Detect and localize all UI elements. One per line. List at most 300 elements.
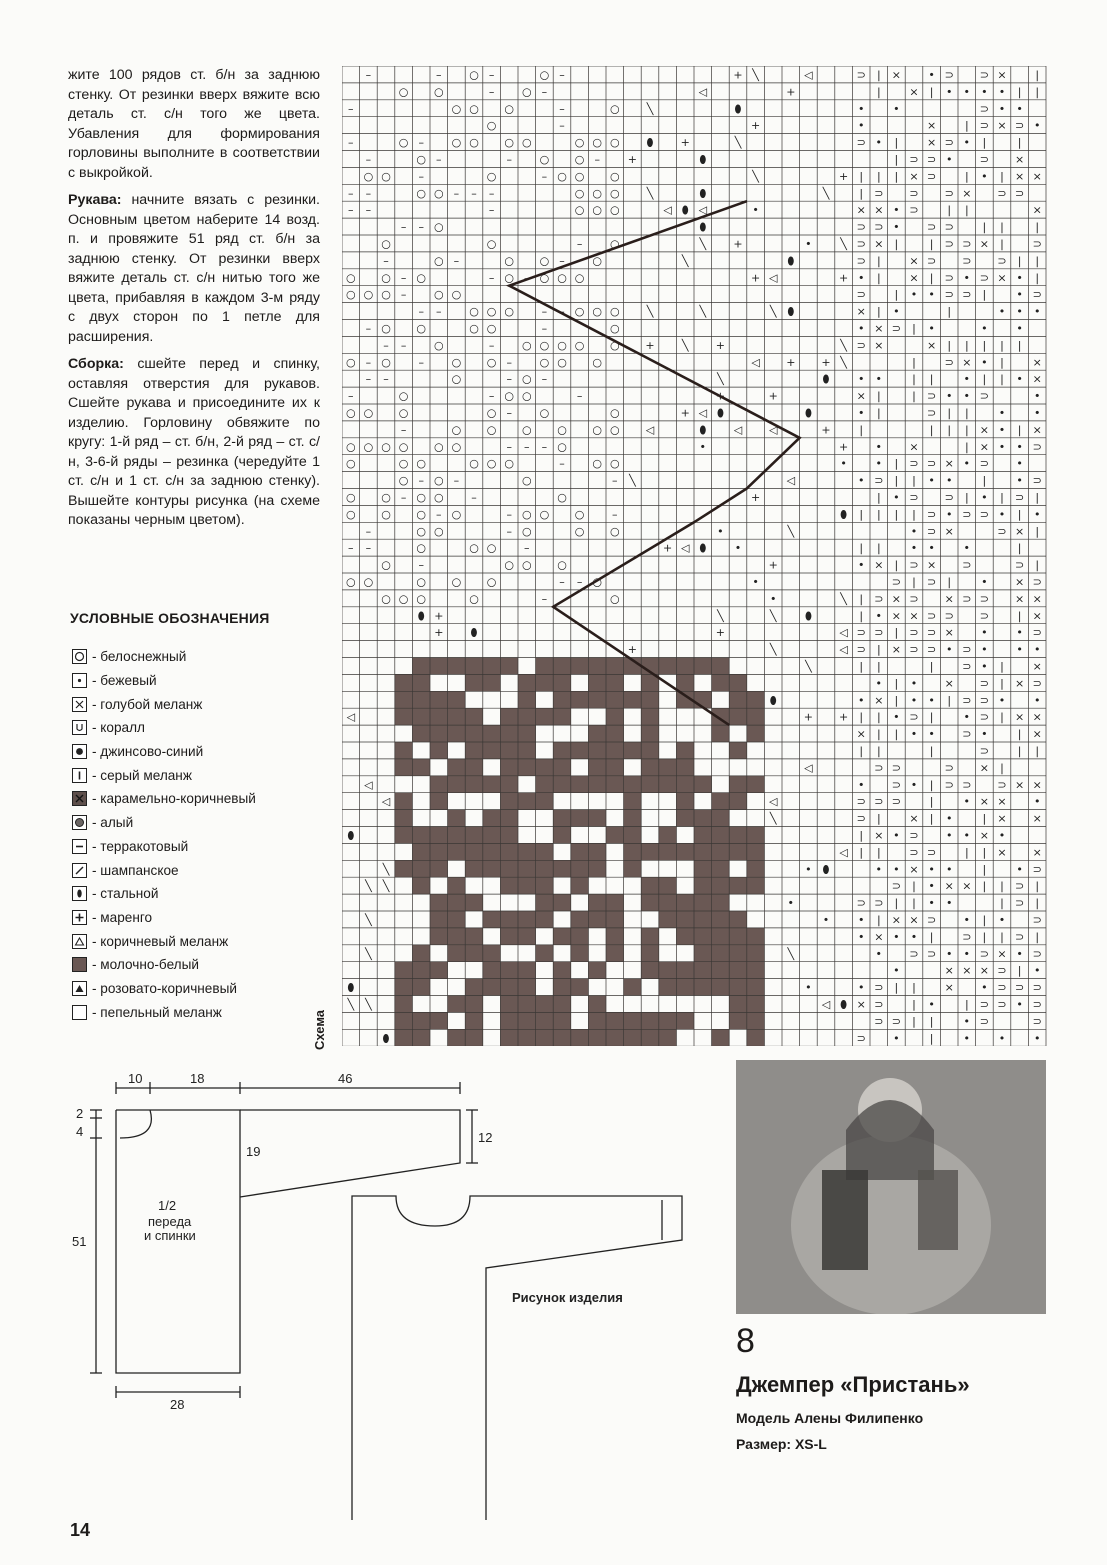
svg-text:○: ○	[574, 524, 585, 538]
svg-text:○: ○	[433, 524, 444, 538]
svg-text:○: ○	[557, 271, 567, 285]
svg-text:•: •	[945, 862, 953, 876]
svg-text:+: +	[645, 338, 655, 352]
svg-text:–: –	[383, 338, 389, 352]
svg-text:|: |	[1000, 220, 1004, 234]
sleeves-label: Рукава:	[68, 192, 122, 208]
svg-text:–: –	[365, 186, 372, 200]
svg-text:–: –	[418, 169, 424, 183]
svg-text:•: •	[893, 930, 900, 944]
svg-text:○: ○	[609, 592, 620, 606]
svg-text:○: ○	[486, 355, 497, 369]
svg-text:|: |	[982, 474, 987, 488]
svg-text:◁: ◁	[821, 997, 831, 1011]
svg-text:○: ○	[451, 372, 462, 386]
svg-text:○: ○	[416, 490, 427, 504]
svg-text:|: |	[876, 85, 881, 99]
svg-text:○: ○	[574, 152, 585, 166]
svg-text:•: •	[893, 862, 900, 876]
svg-text:–: –	[471, 490, 477, 504]
svg-text:⊃: ⊃	[926, 575, 937, 589]
svg-text:×: ×	[997, 947, 1007, 961]
svg-text:○: ○	[345, 575, 356, 589]
svg-text:×: ×	[1014, 575, 1025, 589]
svg-text:○: ○	[433, 186, 444, 200]
svg-text:•: •	[857, 119, 865, 133]
svg-text:+: +	[627, 643, 638, 657]
svg-text:•: •	[1016, 997, 1023, 1011]
svg-text:◁: ◁	[786, 474, 796, 488]
svg-text:×: ×	[997, 68, 1007, 82]
dim-51: 51	[72, 1234, 87, 1249]
svg-text:⊃: ⊃	[962, 288, 972, 302]
svg-text:•: •	[875, 136, 883, 150]
svg-text:×: ×	[909, 440, 919, 454]
svg-text:+: +	[821, 423, 831, 437]
svg-text:○: ○	[381, 169, 391, 183]
svg-text:⊃: ⊃	[926, 609, 937, 623]
svg-text:|: |	[876, 727, 881, 741]
svg-text:×: ×	[962, 964, 972, 978]
svg-text:|: |	[1000, 355, 1004, 369]
svg-text:|: |	[929, 659, 934, 673]
svg-text:⊃: ⊃	[891, 778, 902, 792]
svg-text:○: ○	[609, 102, 620, 116]
svg-text:–: –	[488, 203, 495, 217]
svg-text:•: •	[893, 710, 900, 724]
svg-text:○: ○	[609, 524, 620, 538]
legend	[72, 645, 332, 1024]
svg-text:–: –	[453, 254, 460, 268]
svg-text:•: •	[717, 524, 724, 538]
svg-text:|: |	[859, 744, 864, 758]
svg-text:×: ×	[944, 964, 954, 978]
svg-text:–: –	[400, 423, 407, 437]
svg-text:×: ×	[926, 338, 937, 352]
svg-text:⊃: ⊃	[997, 778, 1007, 792]
svg-text:○: ○	[557, 440, 567, 454]
svg-text:|: |	[859, 659, 864, 673]
svg-text:○: ○	[539, 355, 550, 369]
svg-text:○: ○	[592, 254, 603, 268]
svg-text:○: ○	[469, 592, 479, 606]
scheme-label: Схема	[312, 1009, 327, 1050]
svg-text:○: ○	[574, 186, 585, 200]
svg-text:•: •	[998, 693, 1006, 707]
svg-text:⊃: ⊃	[962, 727, 972, 741]
svg-text:+: +	[434, 626, 444, 640]
svg-text:•: •	[928, 879, 935, 893]
svg-text:○: ○	[345, 507, 356, 521]
svg-text:•: •	[1016, 102, 1023, 116]
svg-text:○: ○	[539, 406, 550, 420]
svg-text:×: ×	[944, 981, 954, 995]
svg-text:○: ○	[398, 440, 409, 454]
svg-text:×: ×	[856, 203, 866, 217]
svg-text:|: |	[876, 389, 881, 403]
svg-text:–: –	[365, 524, 372, 538]
svg-text:○: ○	[521, 372, 532, 386]
svg-text:○: ○	[539, 68, 550, 82]
svg-text:×: ×	[979, 964, 990, 978]
svg-text:○: ○	[592, 186, 603, 200]
svg-text:•: •	[893, 220, 900, 234]
svg-text:–: –	[436, 68, 442, 82]
filltri-icon	[72, 981, 87, 996]
svg-text:|: |	[929, 1014, 934, 1028]
svg-text:•: •	[963, 389, 971, 403]
svg-text:•: •	[769, 592, 777, 606]
dim-10: 10	[128, 1071, 143, 1086]
svg-text:|: |	[859, 710, 864, 724]
svg-text:|: |	[929, 812, 934, 826]
svg-text:○: ○	[398, 457, 409, 471]
assembly-label: Сборка:	[68, 356, 124, 372]
svg-text:○: ○	[433, 220, 444, 234]
svg-text:|: |	[876, 659, 881, 673]
svg-text:○: ○	[504, 389, 515, 403]
svg-text:|: |	[1035, 490, 1040, 504]
svg-text:○: ○	[469, 305, 479, 319]
svg-text:•: •	[1016, 288, 1023, 302]
svg-text:–: –	[383, 254, 389, 268]
svg-text:○: ○	[469, 136, 479, 150]
svg-text:○: ○	[486, 237, 497, 251]
svg-text:|: |	[982, 288, 987, 302]
svg-text:×: ×	[1032, 423, 1042, 437]
cross-icon	[72, 697, 87, 712]
svg-text:⊃: ⊃	[979, 676, 990, 690]
svg-text:|: |	[947, 423, 952, 437]
svg-text:|: |	[1017, 423, 1022, 437]
legend-item-label: - алый	[92, 815, 134, 831]
legend-item	[72, 953, 332, 977]
legend-item-label: - маренго	[92, 909, 153, 925]
svg-text:|: |	[912, 474, 916, 488]
graydot-icon	[72, 815, 87, 830]
svg-text:•: •	[857, 102, 865, 116]
svg-text:◁: ◁	[804, 68, 813, 82]
svg-text:|: |	[1017, 541, 1022, 555]
svg-text:╲: ╲	[840, 592, 847, 606]
svg-text:+: +	[838, 710, 849, 724]
svg-text:⊃: ⊃	[997, 254, 1007, 268]
svg-text:⊃: ⊃	[1032, 981, 1042, 995]
svg-text:|: |	[1000, 710, 1004, 724]
svg-text:○: ○	[345, 406, 356, 420]
svg-text:•: •	[1016, 271, 1023, 285]
svg-text:╲: ╲	[840, 338, 847, 352]
svg-text:◁: ◁	[768, 271, 778, 285]
svg-text:•: •	[963, 710, 971, 724]
svg-text:○: ○	[433, 490, 444, 504]
svg-text:⊃: ⊃	[874, 997, 884, 1011]
svg-text:|: |	[859, 828, 864, 842]
filledx-icon	[72, 791, 87, 806]
svg-text:+: +	[750, 271, 761, 285]
svg-text:◁: ◁	[698, 406, 708, 420]
svg-text:⊃: ⊃	[891, 1014, 902, 1028]
legend-item	[72, 977, 332, 1001]
page-number: 14	[70, 1520, 91, 1540]
svg-text:╲: ╲	[752, 169, 759, 183]
svg-text:|: |	[1017, 609, 1022, 623]
svg-text:–: –	[576, 389, 583, 403]
svg-text:○: ○	[451, 136, 462, 150]
svg-text:○: ○	[469, 102, 479, 116]
svg-text:|: |	[1017, 338, 1022, 352]
svg-text:○: ○	[539, 271, 550, 285]
svg-text:○: ○	[398, 592, 409, 606]
svg-text:–: –	[471, 186, 477, 200]
svg-text:•: •	[893, 305, 900, 319]
svg-text:•: •	[1016, 643, 1023, 657]
svg-text:×: ×	[962, 879, 972, 893]
svg-text:○: ○	[521, 389, 532, 403]
svg-text:•: •	[910, 676, 918, 690]
legend-item	[72, 835, 332, 859]
svg-text:+: +	[803, 710, 814, 724]
svg-text:╲: ╲	[769, 643, 777, 657]
svg-text:•: •	[945, 389, 953, 403]
svg-text:–: –	[559, 254, 565, 268]
svg-text:|: |	[1000, 237, 1004, 251]
svg-text:|: |	[894, 136, 899, 150]
svg-text:•: •	[857, 778, 865, 792]
svg-text:◁: ◁	[751, 355, 760, 369]
svg-text:|: |	[929, 271, 934, 285]
svg-text:⊃: ⊃	[997, 981, 1007, 995]
plus-icon	[72, 910, 87, 925]
svg-text:╲: ╲	[681, 254, 689, 268]
svg-text:╲: ╲	[822, 186, 830, 200]
svg-text:◁: ◁	[804, 761, 813, 775]
svg-text:⊃: ⊃	[944, 68, 954, 82]
legend-item-label: - голубой меланж	[92, 696, 203, 712]
svg-text:×: ×	[997, 812, 1007, 826]
svg-text:╲: ╲	[681, 338, 689, 352]
svg-text:⊃: ⊃	[1032, 947, 1042, 961]
svg-text:⊃: ⊃	[856, 136, 866, 150]
svg-text:•: •	[963, 828, 971, 842]
svg-text:⊃: ⊃	[1032, 676, 1042, 690]
svg-text:⊃: ⊃	[909, 457, 919, 471]
svg-text:○: ○	[574, 169, 585, 183]
svg-text:○: ○	[592, 457, 603, 471]
svg-text:×: ×	[1014, 169, 1025, 183]
svg-text:⊃: ⊃	[926, 254, 937, 268]
svg-text:⬮: ⬮	[804, 406, 812, 420]
svg-text:⊃: ⊃	[856, 237, 866, 251]
svg-text:•: •	[998, 406, 1006, 420]
svg-text:×: ×	[874, 558, 884, 572]
svg-text:⊃: ⊃	[909, 152, 919, 166]
svg-text:○: ○	[416, 457, 427, 471]
svg-text:○: ○	[416, 321, 427, 335]
svg-text:•: •	[910, 541, 918, 555]
svg-text:–: –	[488, 186, 495, 200]
svg-text:+: +	[768, 389, 778, 403]
svg-text:×: ×	[1032, 710, 1042, 724]
svg-text:○: ○	[521, 507, 532, 521]
legend-item	[72, 929, 332, 953]
svg-text:×: ×	[874, 338, 884, 352]
svg-text:|: |	[1035, 68, 1040, 82]
product-label: Рисунок изделия	[512, 1290, 623, 1305]
svg-text:|: |	[929, 423, 934, 437]
svg-text:|: |	[947, 305, 952, 319]
svg-text:╲: ╲	[365, 913, 372, 927]
svg-text:|: |	[1035, 271, 1040, 285]
svg-text:•: •	[752, 203, 759, 217]
svg-text:○: ○	[433, 440, 444, 454]
svg-text:•: •	[875, 372, 883, 386]
svg-text:•: •	[981, 490, 988, 504]
svg-text:•: •	[963, 541, 971, 555]
svg-text:×: ×	[891, 592, 902, 606]
svg-text:|: |	[876, 744, 881, 758]
svg-text:⬮: ⬮	[699, 220, 707, 234]
svg-text:○: ○	[451, 355, 462, 369]
svg-text:⬮: ⬮	[787, 254, 795, 268]
svg-text:•: •	[981, 85, 988, 99]
svg-text:–: –	[541, 440, 548, 454]
svg-text:|: |	[1000, 676, 1004, 690]
svg-text:•: •	[699, 440, 707, 454]
legend-item	[72, 811, 332, 835]
svg-text:○: ○	[521, 558, 532, 572]
svg-text:⊃: ⊃	[909, 947, 919, 961]
svg-text:|: |	[982, 136, 987, 150]
svg-text:○: ○	[539, 254, 550, 268]
svg-text:+: +	[768, 558, 778, 572]
svg-text:⊃: ⊃	[909, 626, 919, 640]
legend-item-label: - молочно-белый	[92, 957, 199, 973]
svg-text:⊃: ⊃	[926, 507, 937, 521]
svg-text:•: •	[981, 643, 988, 657]
svg-text:○: ○	[574, 305, 585, 319]
svg-text:⊃: ⊃	[944, 490, 954, 504]
svg-text:|: |	[876, 254, 881, 268]
svg-text:•: •	[910, 693, 918, 707]
legend-item-label: - коралл	[92, 720, 145, 736]
svg-text:•: •	[945, 507, 953, 521]
dim-46: 46	[338, 1071, 353, 1086]
svg-text:|: |	[982, 220, 987, 234]
svg-text:⊃: ⊃	[909, 592, 919, 606]
svg-text:○: ○	[381, 440, 391, 454]
svg-text:•: •	[857, 321, 865, 335]
svg-text:⬮: ⬮	[646, 136, 654, 150]
svg-text:╲: ╲	[805, 659, 812, 673]
svg-text:–: –	[436, 152, 442, 166]
svg-text:+: +	[715, 389, 726, 403]
svg-text:–: –	[400, 288, 407, 302]
svg-text:○: ○	[486, 169, 497, 183]
svg-text:|: |	[1017, 85, 1022, 99]
svg-text:|: |	[859, 592, 864, 606]
svg-text:⊃: ⊃	[926, 947, 937, 961]
svg-text:•: •	[998, 913, 1006, 927]
dim-18: 18	[190, 1071, 205, 1086]
dash-icon	[72, 839, 87, 854]
garment-schematic	[60, 1060, 700, 1525]
svg-text:⬮: ⬮	[822, 862, 830, 876]
svg-text:–: –	[365, 68, 372, 82]
svg-text:•: •	[928, 474, 935, 488]
svg-text:•: •	[928, 68, 935, 82]
svg-text:–: –	[348, 203, 354, 217]
svg-text:○: ○	[521, 524, 532, 538]
svg-text:•: •	[1016, 947, 1023, 961]
svg-text:⬮: ⬮	[699, 186, 707, 200]
svg-text:|: |	[894, 727, 899, 741]
svg-text:×: ×	[909, 862, 919, 876]
svg-text:⊃: ⊃	[1032, 913, 1042, 927]
svg-text:•: •	[998, 305, 1006, 319]
svg-text:|: |	[876, 845, 881, 859]
svg-text:|: |	[964, 338, 969, 352]
svg-text:⊃: ⊃	[1014, 186, 1025, 200]
svg-text:–: –	[576, 575, 583, 589]
svg-text:⊃: ⊃	[979, 693, 990, 707]
svg-text:•: •	[1016, 440, 1023, 454]
svg-text:○: ○	[504, 102, 515, 116]
svg-text:•: •	[963, 136, 971, 150]
svg-text:×: ×	[891, 68, 902, 82]
svg-text:⊃: ⊃	[979, 592, 990, 606]
svg-text:╲: ╲	[769, 609, 777, 623]
legend-item	[72, 645, 332, 669]
svg-text:×: ×	[1032, 355, 1042, 369]
svg-text:○: ○	[345, 440, 356, 454]
svg-text:○: ○	[539, 507, 550, 521]
svg-text:○: ○	[557, 338, 567, 352]
svg-text:⬮: ⬮	[769, 693, 777, 707]
svg-text:○: ○	[469, 457, 479, 471]
svg-text:|: |	[894, 676, 899, 690]
svg-text:|: |	[964, 845, 969, 859]
svg-text:|: |	[964, 203, 969, 217]
svg-text:○: ○	[398, 85, 409, 99]
svg-text:–: –	[612, 474, 618, 488]
svg-text:•: •	[857, 372, 865, 386]
svg-text:○: ○	[574, 136, 585, 150]
svg-text:•: •	[893, 964, 900, 978]
svg-text:⊃: ⊃	[1014, 119, 1025, 133]
svg-text:|: |	[894, 152, 899, 166]
svg-text:|: |	[894, 507, 899, 521]
svg-text:|: |	[876, 812, 881, 826]
svg-text:+: +	[733, 237, 743, 251]
svg-text:•: •	[981, 355, 988, 369]
svg-text:⊃: ⊃	[944, 778, 954, 792]
svg-text:•: •	[875, 609, 883, 623]
svg-text:•: •	[928, 288, 935, 302]
svg-text:○: ○	[504, 305, 515, 319]
svg-text:×: ×	[1014, 710, 1025, 724]
svg-text:•: •	[945, 643, 953, 657]
svg-text:╲: ╲	[365, 879, 372, 893]
svg-text:•: •	[1033, 1031, 1041, 1045]
svg-text:⊃: ⊃	[926, 524, 937, 538]
svg-text:⊃: ⊃	[874, 761, 884, 775]
svg-text:○: ○	[381, 490, 391, 504]
svg-text:–: –	[506, 406, 512, 420]
svg-text:○: ○	[486, 305, 497, 319]
svg-text:⊃: ⊃	[926, 389, 937, 403]
svg-text:×: ×	[1014, 524, 1025, 538]
